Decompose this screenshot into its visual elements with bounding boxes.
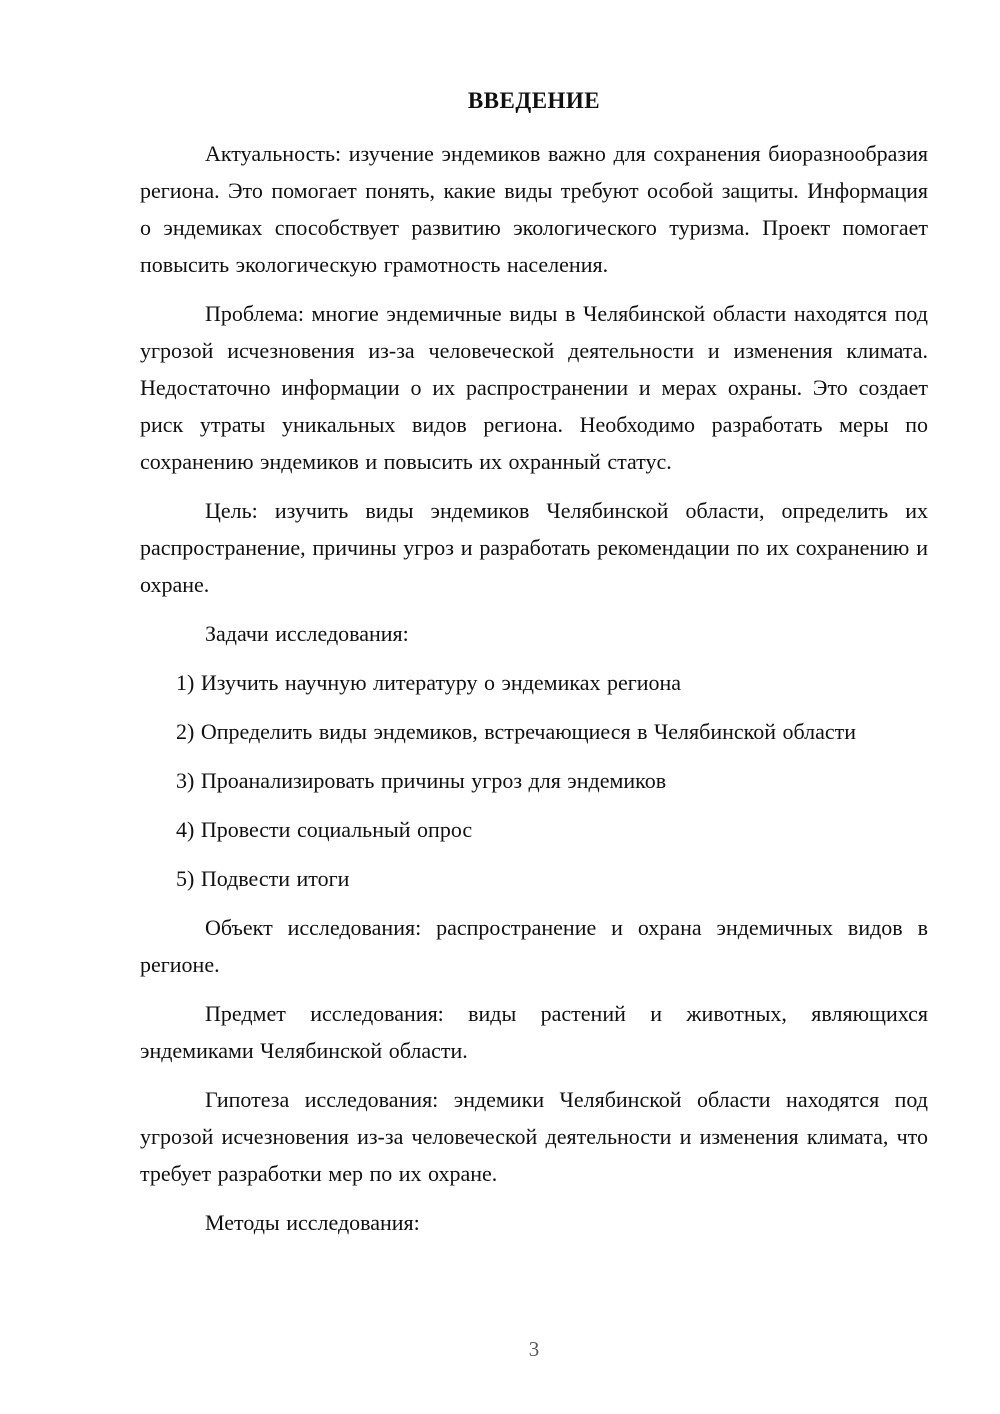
paragraph: Методы исследования: [205, 1210, 420, 1235]
document-body [140, 135, 928, 1241]
task-list-item: 3) Проанализировать причины угроз для эндемиков [176, 768, 667, 793]
paragraph: Актуальность: изучение эндемиков важно для сохранения биоразнообразия региона. Это помогает понять, какие виды требуют особой защиты. Информация о эндемиках способствует развитию экологического туризма. Проект помогает повысить экологическую грамотность населения. [140, 141, 928, 277]
paragraph: Предмет исследования: виды растений и животных, являющихся эндемиками Челябинской области. [140, 1001, 928, 1063]
page-number: 3 [528, 1337, 540, 1361]
task-list-item: 1) Изучить научную литературу о эндемиках региона [176, 670, 682, 695]
page-title: ВВЕДЕНИЕ [467, 88, 601, 113]
task-list-item: 4) Провести социальный опрос [176, 817, 473, 842]
paragraph: Объект исследования: распространение и охрана эндемичных видов в регионе. [140, 915, 928, 977]
paragraph: Задачи исследования: [205, 621, 409, 646]
task-list-item: 5) Подвести итоги [176, 866, 350, 891]
paragraph: Гипотеза исследования: эндемики Челябинской области находятся под угрозой исчезновения из-за человеческой деятельности и изменения климата, что требует разработки мер по их охране. [140, 1087, 928, 1186]
task-list-item: 2) Определить виды эндемиков, встречающиеся в Челябинской области [176, 719, 857, 744]
paragraph: Проблема: многие эндемичные виды в Челябинской области находятся под угрозой исчезновения из-за человеческой деятельности и изменения климата. Недостаточно информации о их распространении и мерах охраны. Это создает риск утраты уникальных видов региона. Необходимо разработать меры по сохранению эндемиков и повысить их охранный статус. [140, 301, 928, 474]
paragraph: Цель: изучить виды эндемиков Челябинской области, определить их распространение, причины угроз и разработать рекомендации по их сохранению и охране. [140, 498, 928, 597]
